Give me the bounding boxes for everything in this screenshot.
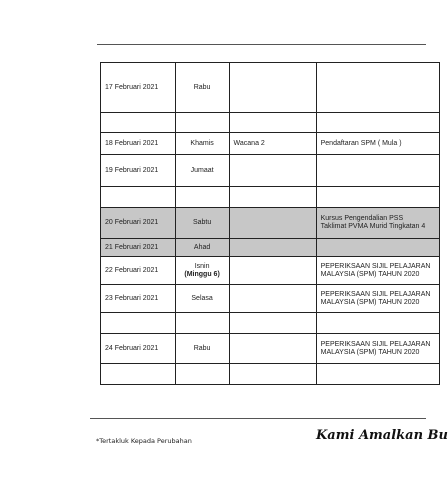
schedule-event-cell: Pendaftaran SPM ( Mula ) [316, 133, 439, 155]
schedule-day-cell [175, 239, 229, 257]
schedule-event-cell [316, 187, 439, 208]
schedule-day-label: Isnin [194, 262, 210, 270]
schedule-row [101, 285, 440, 313]
footer-motto: Kami Amalkan Bu [316, 428, 448, 443]
schedule-date-cell [101, 187, 176, 208]
schedule-activity-cell [229, 187, 316, 208]
schedule-row [101, 334, 440, 364]
schedule-row [101, 208, 440, 239]
schedule-activity-cell [229, 334, 316, 364]
schedule-date-cell: 17 Februari 2021 [101, 63, 176, 113]
schedule-activity-cell [229, 364, 316, 385]
schedule-day-label: Jumaat [190, 166, 214, 174]
schedule-event-cell: PEPERIKSAAN SIJIL PELAJARAN MALAYSIA (SPM) TAHUN 2020 [316, 285, 439, 313]
header-rule [97, 44, 426, 45]
schedule-event-cell [316, 313, 439, 334]
schedule-row [101, 313, 440, 334]
schedule-day-label: Selasa [191, 294, 213, 302]
schedule-table-body [101, 63, 440, 385]
schedule-date-cell: 24 Februari 2021 [101, 334, 176, 364]
schedule-day-cell [175, 364, 229, 385]
schedule-event-cell [316, 364, 439, 385]
schedule-event-cell [316, 63, 439, 113]
schedule-activity-cell [229, 63, 316, 113]
schedule-row [101, 133, 440, 155]
schedule-activity-cell [229, 285, 316, 313]
schedule-row [101, 239, 440, 257]
schedule-event-cell [316, 155, 439, 187]
schedule-event-cell: PEPERIKSAAN SIJIL PELAJARAN MALAYSIA (SPM) TAHUN 2020 [316, 257, 439, 285]
schedule-week-label: (Minggu 6) [184, 270, 220, 278]
schedule-activity-cell [229, 239, 316, 257]
schedule-activity-cell [229, 257, 316, 285]
schedule-day-cell [175, 133, 229, 155]
schedule-date-cell [101, 364, 176, 385]
schedule-date-cell: 23 Februari 2021 [101, 285, 176, 313]
schedule-event-cell: Kursus Pengendalian PSS Taklimat PVMA Murid Tingkatan 4 [316, 208, 439, 239]
schedule-activity-cell: Wacana 2 [229, 133, 316, 155]
schedule-row [101, 364, 440, 385]
schedule-activity-cell [229, 313, 316, 334]
schedule-day-cell [175, 257, 229, 285]
schedule-row [101, 155, 440, 187]
schedule-date-cell [101, 113, 176, 133]
schedule-day-cell [175, 208, 229, 239]
schedule-table [100, 62, 440, 385]
schedule-date-cell [101, 313, 176, 334]
schedule-day-cell [175, 313, 229, 334]
schedule-date-cell: 22 Februari 2021 [101, 257, 176, 285]
schedule-day-label: Ahad [193, 243, 211, 251]
schedule-day-label: Khamis [190, 139, 214, 147]
schedule-day-cell [175, 187, 229, 208]
schedule-day-cell [175, 113, 229, 133]
schedule-row [101, 187, 440, 208]
schedule-row [101, 257, 440, 285]
schedule-row [101, 113, 440, 133]
schedule-day-label: Rabu [193, 83, 211, 91]
schedule-activity-cell [229, 113, 316, 133]
schedule-day-label: Rabu [193, 344, 211, 352]
schedule-event-cell [316, 239, 439, 257]
schedule-date-cell: 20 Februari 2021 [101, 208, 176, 239]
schedule-event-cell [316, 113, 439, 133]
schedule-activity-cell [229, 155, 316, 187]
schedule-day-cell [175, 155, 229, 187]
footer-rule [90, 418, 426, 419]
schedule-date-cell: 21 Februari 2021 [101, 239, 176, 257]
schedule-day-cell [175, 285, 229, 313]
schedule-date-cell: 19 Februari 2021 [101, 155, 176, 187]
schedule-day-cell [175, 63, 229, 113]
schedule-activity-cell [229, 208, 316, 239]
schedule-day-label: Sabtu [192, 219, 212, 226]
schedule-date-cell: 18 Februari 2021 [101, 133, 176, 155]
schedule-row [101, 63, 440, 113]
footer-note: *Tertakluk Kepada Perubahan [96, 437, 192, 445]
schedule-event-cell: PEPERIKSAAN SIJIL PELAJARAN MALAYSIA (SPM) TAHUN 2020 [316, 334, 439, 364]
schedule-day-cell [175, 334, 229, 364]
